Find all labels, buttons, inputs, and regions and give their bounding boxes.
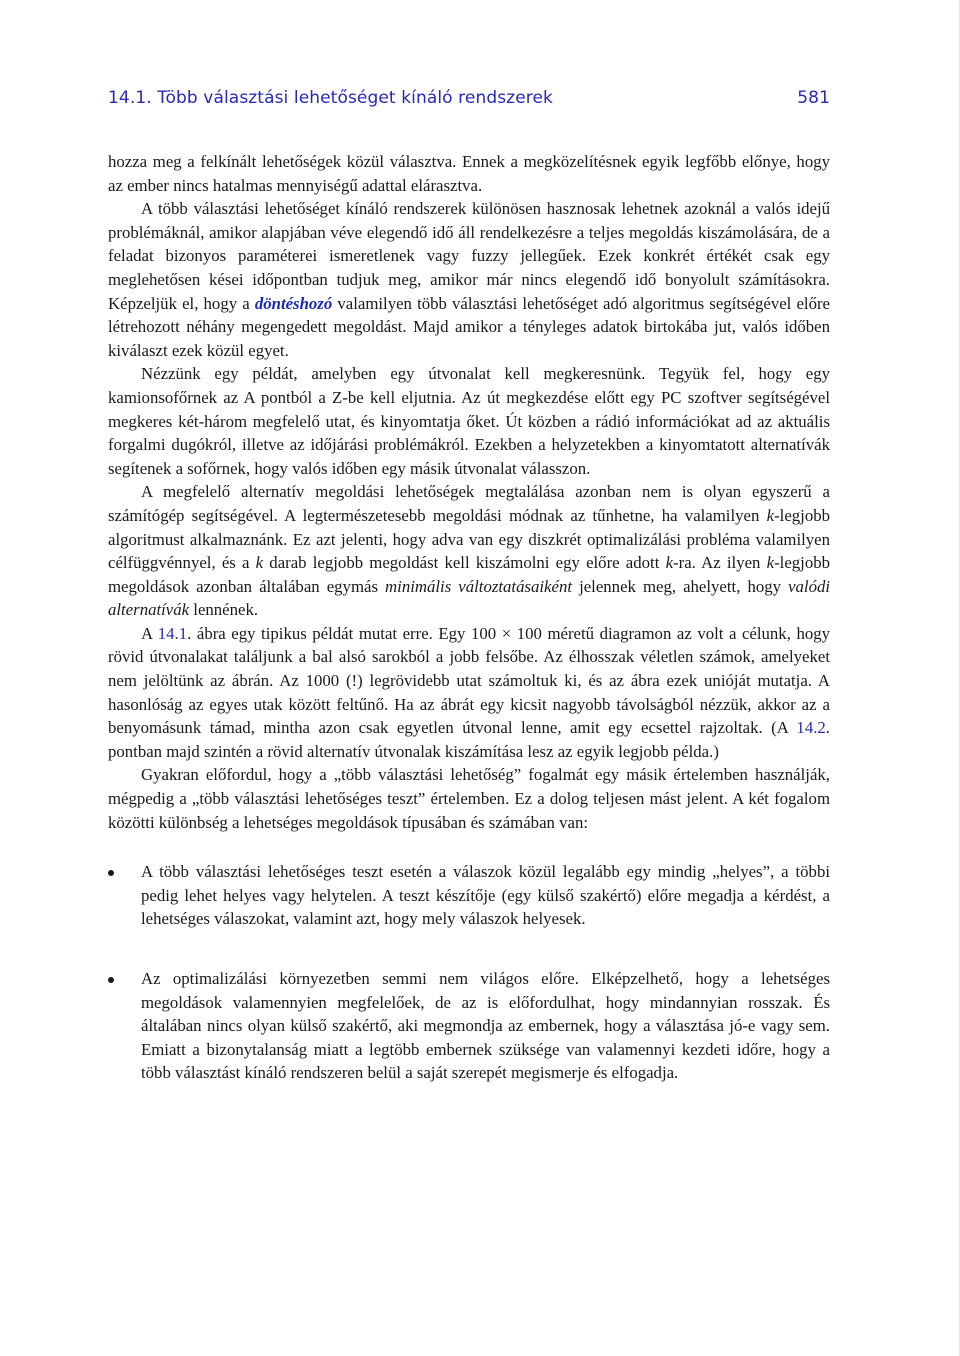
- bullet-icon: [108, 977, 114, 983]
- list-item: [108, 860, 830, 931]
- paragraph-5-text-b: . ábra egy tipikus példát mutat erre. Egy 100 × 100 méretű diagramon az volt a célunk, hogy rövid útvonalakat találjunk a bal alsó sarokból a jobb felsőbe. Az élhosszak véletlen számok, amelyeket nem jelöltünk az ábrán. Az 1000 (!) legrövidebb utat számoltuk ki, és az ábra ezek unióját mutatja. A hasonlóság az egyes utak között feltűnő. Ha az ábrát egy kicsit nagyobb távolságból nézzük, akkor az a benyomásunk támad, mintha azon csak egyetlen útvonal lenne, amit egy ecsettel rajzoltak. (A: [108, 623, 831, 738]
- paragraph-4: [108, 480, 830, 622]
- paragraph-1: hozza meg a felkínált lehetőségek közül választva. Ennek a megközelítésnek egyik legfőbb előnye, hogy az ember nincs hatalmas mennyiségű adattal elárasztva.: [108, 152, 830, 195]
- math-k: k: [766, 505, 775, 525]
- list-item-text: A több választási lehetőséges teszt esetén a válaszok közül legalább egy mindig „helyes”, a többi pedig lehet helyes vagy helytelen. A teszt készítője (egy külső szakértő) előre megadja a kérdést, a lehetséges válaszokat, valamint azt, hogy mely válaszok helyesek.: [141, 862, 830, 929]
- paragraph-4-text-e: -legjobb megoldások azonban általában egymás: [108, 553, 831, 596]
- bullet-list: [108, 860, 830, 1085]
- paragraph-5-text-c: . pontban majd szintén a rövid alternatív útvonalak kiszámítása lesz az egyik legjobb példa.): [108, 718, 830, 761]
- paragraph-4-text-a: A megfelelő alternatív megoldási lehetőségek megtalálása azonban nem is olyan egyszerű a számítógép segítségével. A legtermészetesebb megoldási módnak az tűnhetne, ha valamilyen: [108, 482, 830, 525]
- math-k: k: [255, 553, 264, 573]
- emphasis-real-alternatives: valódi alternatívák: [108, 576, 831, 620]
- paragraph-3: Nézzünk egy példát, amelyben egy útvonalat kell megkeresnünk. Tegyük fel, hogy egy kamionsofőrnek az A pontból a Z-be kell eljutnia. Az út megkezdése előtt egy PC szoftver segítségével megkeres két-három megfelelő utat, és kinyomtatja őket. Út közben a rádió információkat ad az aktuális forgalmi dugókról, illetve az időjárási problémákról. Ezekben a helyzetekben a kinyomtatott alternatívák segítenek a sofőrnek, hogy valós időben egy másik útvonalat válasszon.: [108, 364, 830, 478]
- paragraph-6: Gyakran előfordul, hogy a „több választási lehetőség” fogalmát egy másik értelemben használják, mégpedig a „több választási lehetőséges teszt” értelemben. Ez a dolog teljesen mást jelent. A két fogalom közötti különbség a lehetséges megoldások típusában és számában van:: [108, 765, 830, 832]
- list-item-text: Az optimalizálási környezetben semmi nem világos előre. Elképzelhető, hogy a lehetséges megoldások valamennyien megfelelőek, de az is előfordulhat, hogy mindannyian rosszak. És általában nincs olyan külső szakértő, aki megmondja az embernek, hogy a választása jó-e vagy sem. Emiatt a bizonytalanság miatt a legtöbb embernek szüksége van valamennyi kezdeti időre, hogy a több választást kínáló rendszeren belül a saját szerepét megismerje és elfogadja.: [141, 969, 830, 1083]
- page-number: 581: [797, 88, 830, 108]
- paragraph-4-text-c: darab legjobb megoldást kell kiszámolni egy előre adott: [263, 553, 666, 573]
- math-k: k: [766, 553, 775, 573]
- running-header: [108, 88, 830, 108]
- paragraph-4-text-b: -legjobb algoritmust alkalmaznánk. Ez azt jelenti, hogy adva van egy diszkrét optimalizálási probléma valamilyen célfüggvénnyel, és a: [108, 505, 830, 573]
- paragraph-2-text-b: valamilyen több választási lehetőséget adó algoritmus segítségével előre létrehozott néhány megengedett megoldást. Majd amikor a tényleges adatok birtokába jut, valós időben kiválaszt ezek közül egyet.: [108, 293, 830, 360]
- paragraph-4-text-g: lennének.: [189, 600, 259, 620]
- paragraph-5: [108, 622, 830, 764]
- figure-reference-link[interactable]: 14.1: [157, 623, 188, 643]
- math-k: k: [665, 553, 674, 573]
- paragraph-2-text-a: A több választási lehetőséget kínáló rendszerek különösen hasznosak lehetnek azoknál a valós idejű problémáknál, amikor alapjában véve elegendő idő áll rendelkezésre a teljes megoldás kiszámolására, de a feladat bizonyos paraméterei ismeretlenek vagy fuzzy jellegűek. Ezek konkrét értékét csak egy meglehetősen kései időpontban tudjuk meg, amikor már nincs elegendő idő bonyolult számításokra. Képzeljük el, hogy a: [108, 199, 830, 313]
- paragraph-4-text-f: jelennek meg, ahelyett, hogy: [572, 576, 789, 596]
- paragraph-5-text-a: A: [141, 623, 158, 643]
- emphasis-minimal-changes: minimális változtatásaiként: [385, 576, 573, 596]
- bullet-icon: [108, 870, 114, 876]
- body-text: [108, 150, 830, 1121]
- section-title: 14.1. Több választási lehetőséget kínáló rendszerek: [108, 88, 553, 108]
- section-reference-link[interactable]: 14.2: [796, 718, 826, 738]
- term-dontheshozo: döntéshozó: [254, 293, 333, 313]
- paragraph-2: [108, 197, 830, 362]
- list-item: [108, 967, 830, 1085]
- paragraph-4-text-d: -ra. Az ilyen: [673, 553, 767, 573]
